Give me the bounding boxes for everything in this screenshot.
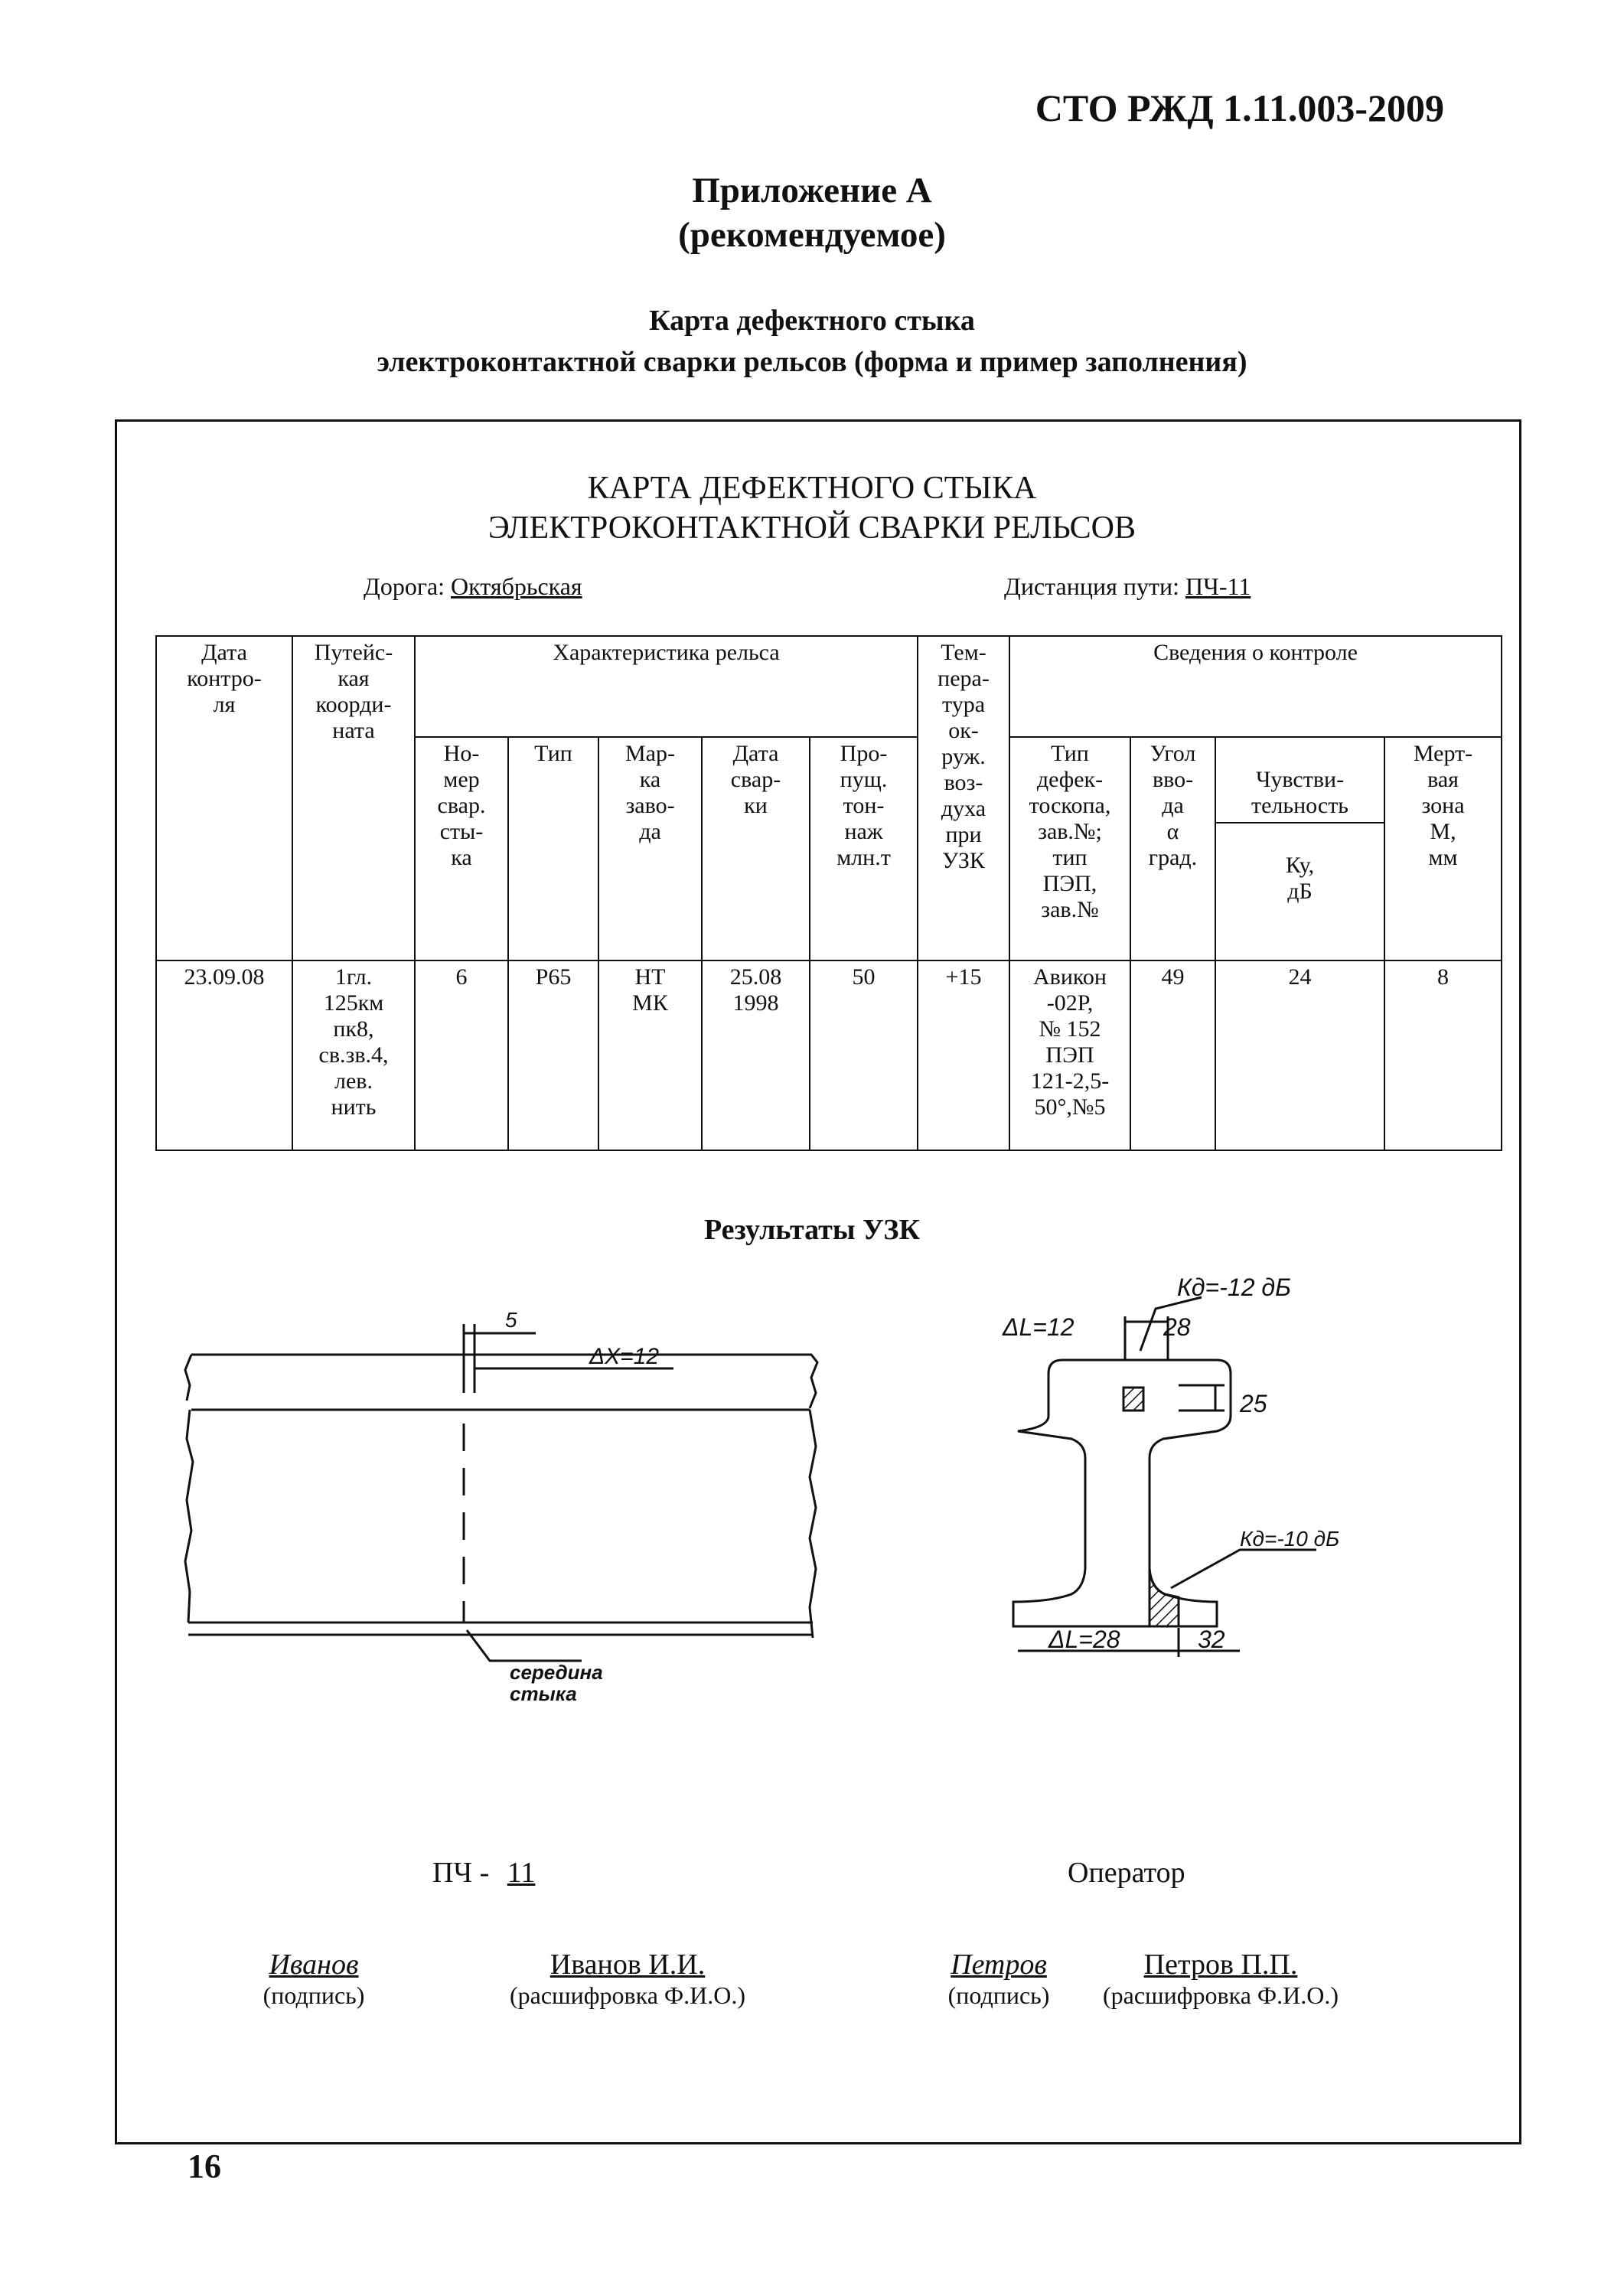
cell-dead-zone: 8: [1384, 960, 1502, 1150]
distance-value: ПЧ-11: [1185, 572, 1251, 600]
cell-factory: НТ МК: [598, 960, 702, 1150]
card-title-line-1: КАРТА ДЕФЕКТНОГО СТЫКА: [587, 471, 1037, 506]
header-sensitivity: [1215, 737, 1384, 960]
appendix-heading: [0, 168, 1624, 257]
table-row: [156, 960, 1502, 1150]
header-rail-group: Характеристика рельса: [415, 636, 918, 737]
dl-bottom-label: ΔL=28: [1048, 1626, 1120, 1653]
header-factory: Мар- ка заво- да: [598, 737, 702, 960]
operator-label: Оператор: [1068, 1857, 1185, 1889]
subtitle-line-1: Карта дефектного стыка: [649, 305, 975, 337]
cell-temperature: +15: [918, 960, 1009, 1150]
rail-top-outline: [191, 1355, 817, 1408]
card-title: [0, 468, 1624, 548]
signature-block-1: [230, 1948, 398, 2010]
header-date: Дата контро- ля: [156, 636, 292, 960]
header-sensitivity-top: Чувстви- тельность: [1216, 764, 1384, 823]
dim25-label: 25: [1240, 1390, 1267, 1417]
header-weld-date: Дата свар- ки: [702, 737, 810, 960]
dl-top-label: ΔL=12: [1003, 1313, 1075, 1341]
distance-field: [1004, 572, 1251, 601]
header-dead-zone: Мерт- вая зона М, мм: [1384, 737, 1502, 960]
pch-value: 11: [507, 1857, 536, 1889]
signature-2: Петров: [951, 1949, 1047, 1981]
signature-1-caption: (подпись): [263, 1981, 365, 2009]
signature-1: Иванов: [269, 1949, 359, 1981]
name-1: Иванов И.И.: [549, 1949, 706, 1981]
appendix-note: (рекомендуемое): [678, 215, 946, 255]
defect-table: [155, 635, 1502, 1151]
header-detector: Тип дефек- тоскопа, зав.№; тип ПЭП, зав.№: [1009, 737, 1130, 960]
cell-weld-number: 6: [415, 960, 508, 1150]
dim-5-label: 5: [505, 1308, 517, 1332]
cell-date: 23.09.08: [156, 960, 292, 1150]
name-block-1: [474, 1948, 781, 2010]
subtitle-line-2: электроконтактной сварки рельсов (форма и пример заполнения): [377, 346, 1247, 378]
rail-right-wavy-edge: [810, 1410, 816, 1638]
dx-label: ΔX=12: [589, 1344, 660, 1369]
results-title: Результаты УЗК: [703, 1214, 921, 1246]
header-temperature: Тем- пера- тура ок- руж. воз- духа при УЗК: [918, 636, 1009, 960]
cell-coordinate: 1гл. 125км пк8, св.зв.4, лев. нить: [292, 960, 415, 1150]
kd-top-label: Кд=-12 дБ: [1177, 1274, 1291, 1301]
dim28-top-label: 28: [1163, 1313, 1191, 1341]
rail-left-wavy-edge: [185, 1410, 193, 1623]
pch-field: [432, 1856, 535, 1890]
top-defect-zone: [1123, 1388, 1143, 1411]
cell-angle: 49: [1130, 960, 1215, 1150]
header-coordinate: Путейс- кая коорди- ната: [292, 636, 415, 960]
header-control-group: Сведения о контроле: [1009, 636, 1502, 737]
header-tonnage: Про- пущ. тон- наж млн.т: [810, 737, 918, 960]
cell-weld-date: 25.08 1998: [702, 960, 810, 1150]
joint-center-label-2: стыка: [510, 1682, 577, 1705]
page-number: 16: [188, 2148, 221, 2185]
header-type: Тип: [508, 737, 598, 960]
weld-side-view: [184, 1301, 872, 1730]
name-block-2: [1075, 1948, 1366, 2010]
header-sensitivity-bottom: Ку, дБ: [1285, 853, 1315, 904]
rail-cross-section: [987, 1274, 1355, 1688]
distance-label: Дистанция пути:: [1004, 572, 1179, 600]
road-value: Октябрьская: [451, 572, 582, 600]
cell-tonnage: 50: [810, 960, 918, 1150]
card-title-line-2: ЭЛЕКТРОКОНТАКТНОЙ СВАРКИ РЕЛЬСОВ: [488, 510, 1136, 546]
bottom-defect-zone: [1150, 1569, 1179, 1626]
form-subtitle: [0, 300, 1624, 383]
signature-2-caption: (подпись): [947, 1981, 1050, 2009]
kd-bottom-leader: [1171, 1550, 1316, 1588]
document-code: СТО РЖД 1.11.003-2009: [1035, 86, 1444, 129]
signature-block-2: [915, 1948, 1083, 2010]
road-field: [364, 572, 582, 601]
cell-type: Р65: [508, 960, 598, 1150]
appendix-title: Приложение А: [692, 171, 932, 210]
road-label: Дорога:: [364, 572, 445, 600]
cell-sensitivity: 24: [1215, 960, 1384, 1150]
rail-profile: [1013, 1360, 1231, 1626]
dim32-label: 32: [1198, 1626, 1225, 1653]
header-weld-number: Но- мер свар. сты- ка: [415, 737, 508, 960]
pch-label: ПЧ -: [432, 1857, 490, 1889]
name-2-caption: (расшифровка Ф.И.О.): [1102, 1981, 1339, 2009]
cell-detector: Авикон -02Р, № 152 ПЭП 121-2,5- 50°,№5: [1009, 960, 1130, 1150]
kd-bottom-label: Кд=-10 дБ: [1240, 1527, 1340, 1551]
joint-center-label-1: середина: [510, 1661, 603, 1684]
name-1-caption: (расшифровка Ф.И.О.): [509, 1981, 746, 2009]
name-2: Петров П.П.: [1143, 1949, 1298, 1981]
rail-left-edge: [185, 1355, 191, 1401]
header-angle: Угол вво- да α град.: [1130, 737, 1215, 960]
